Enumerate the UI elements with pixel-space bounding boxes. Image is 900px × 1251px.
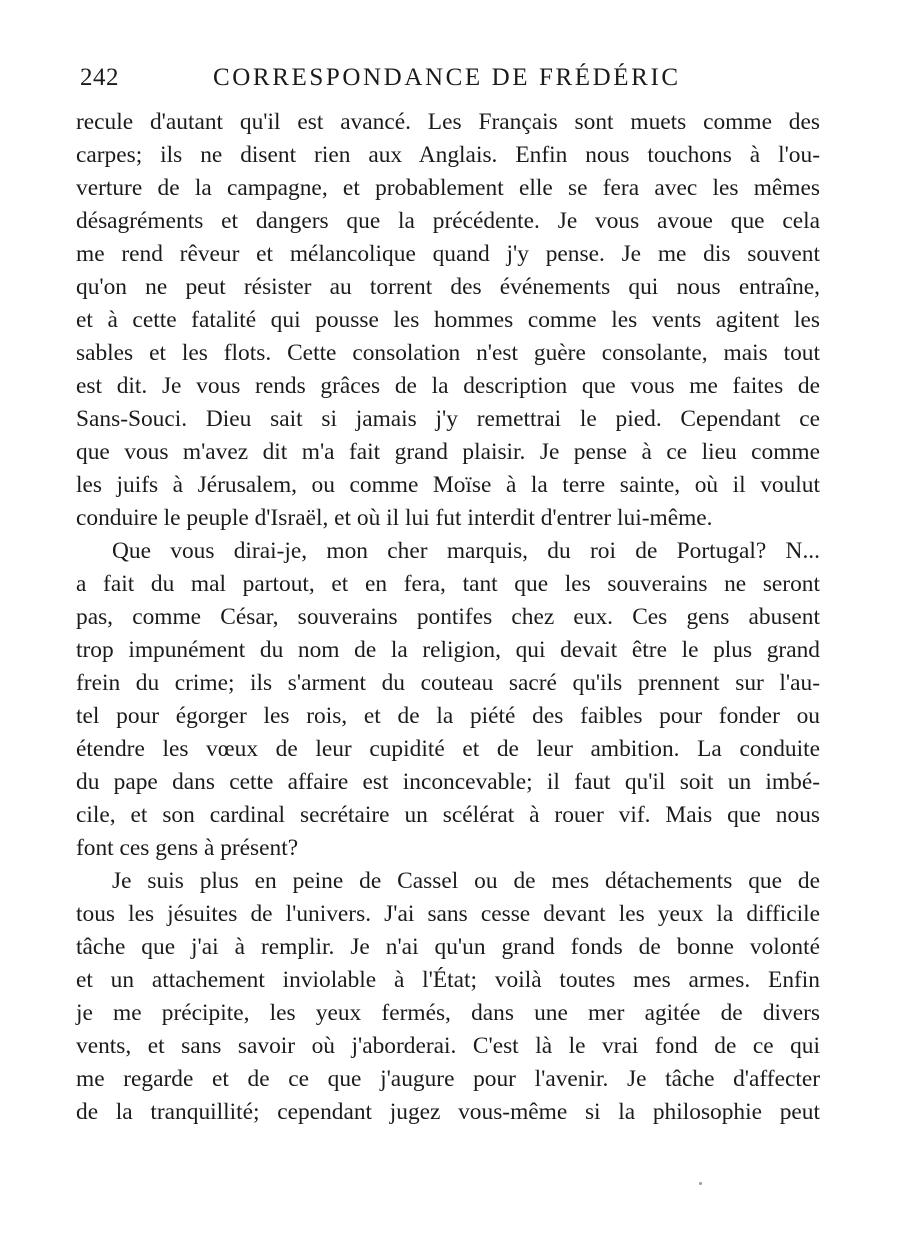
body-text (76, 106, 820, 1129)
text-line: est dit. Je vous rends grâces de la description que vous me faites de (76, 373, 820, 399)
text-line: Que vous dirai-je, mon cher marquis, du roi de Portugal? N... (112, 538, 820, 564)
text-line: recule d'autant qu'il est avancé. Les Français sont muets comme des (76, 109, 820, 135)
text-line: tel pour égorger les rois, et de la piété des faibles pour fonder ou (76, 703, 820, 729)
text-line: de la tranquillité; cependant jugez vous-même si la philosophie peut (76, 1099, 820, 1125)
text-line: trop impunément du nom de la religion, qui devait être le plus grand (76, 637, 820, 663)
text-line: me regarde et de ce que j'augure pour l'avenir. Je tâche d'affecter (76, 1066, 820, 1092)
text-line: tous les jésuites de l'univers. J'ai sans cesse devant les yeux la difficile (76, 901, 820, 927)
text-line: étendre les vœux de leur cupidité et de leur ambition. La conduite (76, 736, 820, 762)
text-line: font ces gens à présent? (76, 835, 299, 861)
text-line: je me précipite, les yeux fermés, dans une mer agitée de divers (76, 1000, 820, 1026)
paragraph-1 (76, 106, 820, 535)
text-line: désagréments et dangers que la précédente. Je vous avoue que cela (76, 208, 820, 234)
text-line: a fait du mal partout, et en fera, tant que les souverains ne seront (76, 571, 820, 597)
text-line: verture de la campagne, et probablement elle se fera avec les mêmes (76, 175, 820, 201)
paper-speck (699, 1182, 702, 1185)
text-line: cile, et son cardinal secrétaire un scélérat à rouer vif. Mais que nous (76, 802, 820, 828)
text-line: du pape dans cette affaire est inconcevable; il faut qu'il soit un imbé- (76, 769, 820, 795)
running-title: CORRESPONDANCE DE FRÉDÉRIC (213, 64, 681, 91)
page-header (80, 60, 820, 100)
text-line: Je suis plus en peine de Cassel ou de mes détachements que de (112, 868, 820, 894)
text-line: vents, et sans savoir où j'aborderai. C'est là le vrai fond de ce qui (76, 1033, 820, 1059)
text-line: et à cette fatalité qui pousse les hommes comme les vents agitent les (76, 307, 820, 333)
text-line: Sans-Souci. Dieu sait si jamais j'y remettrai le pied. Cependant ce (76, 406, 820, 432)
text-line: conduire le peuple d'Israël, et où il lui fut interdit d'entrer lui-même. (76, 505, 713, 531)
text-line: sables et les flots. Cette consolation n'est guère consolante, mais tout (76, 340, 820, 366)
text-line: pas, comme César, souverains pontifes chez eux. Ces gens abusent (76, 604, 820, 630)
text-line: et un attachement inviolable à l'État; voilà toutes mes armes. Enfin (76, 967, 820, 993)
text-line: carpes; ils ne disent rien aux Anglais. Enfin nous touchons à l'ou- (76, 142, 820, 168)
page-number: 242 (80, 64, 119, 91)
text-line: qu'on ne peut résister au torrent des événements qui nous entraîne, (76, 274, 820, 300)
text-line: que vous m'avez dit m'a fait grand plaisir. Je pense à ce lieu comme (76, 439, 820, 465)
paragraph-2 (76, 535, 820, 865)
text-line: tâche que j'ai à remplir. Je n'ai qu'un grand fonds de bonne volonté (76, 934, 820, 960)
text-line: les juifs à Jérusalem, ou comme Moïse à la terre sainte, où il voulut (76, 472, 820, 498)
paragraph-3 (76, 865, 820, 1129)
text-line: me rend rêveur et mélancolique quand j'y pense. Je me dis souvent (76, 241, 820, 267)
text-line: frein du crime; ils s'arment du couteau sacré qu'ils prennent sur l'au- (76, 670, 820, 696)
